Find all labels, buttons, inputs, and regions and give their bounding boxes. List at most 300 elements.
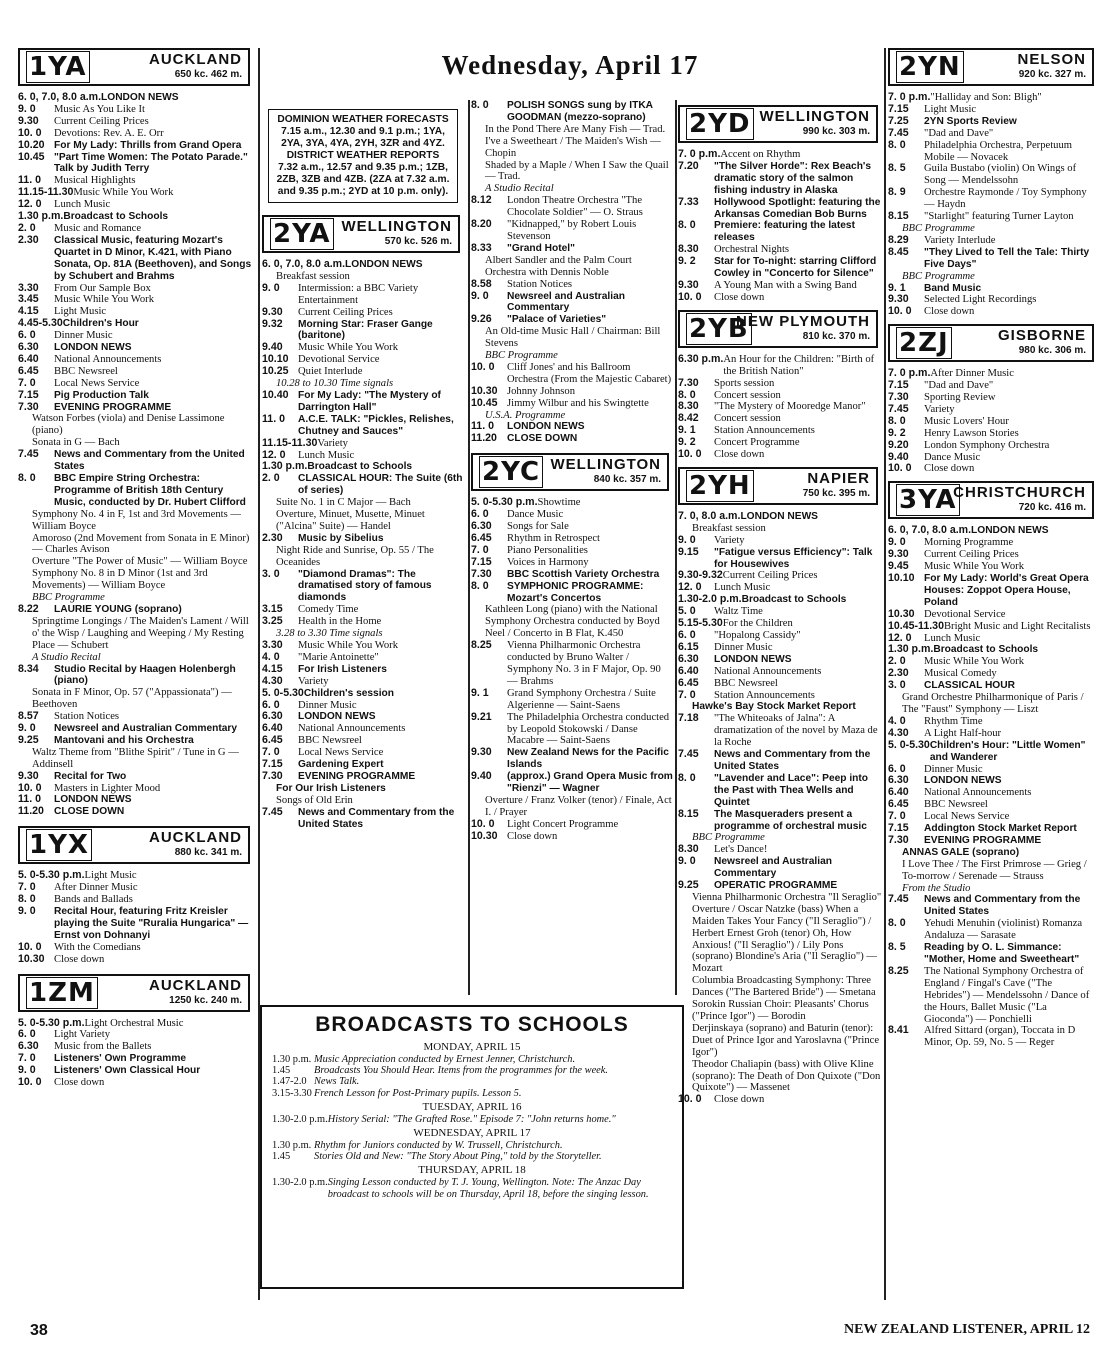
programme-title: OPERATIC PROGRAMME [714,880,838,892]
programme-title: A Young Man with a Swing Band [714,279,857,291]
programme-title: Current Ceiling Prices [54,115,149,127]
programme-time: 5. 0-5.30 p.m. [471,496,538,509]
programme-item [471,771,673,795]
programme-item [888,847,1098,859]
programme-title: EVENING PROGRAMME [298,770,416,782]
programme-time [471,255,485,279]
station-2yd [678,105,882,304]
programme-time: 11.15-11.30 [18,186,74,199]
station-frequency: 720 kc. 416 m. [1018,502,1086,514]
programme-title: National Announcements [714,665,822,677]
programme-item [471,243,673,255]
station-frequency: 750 kc. 395 m. [802,487,870,499]
programme-title: National Announcements [924,787,1032,799]
programme-item [471,795,673,819]
programme-time: 5. 0-5.30 p.m. [18,1016,85,1029]
programme-time: 10.10 [262,353,289,366]
programme-title: News and Commentary from the United States [924,894,1081,918]
programme-item [262,545,464,569]
programme-title: For Our Irish Listeners [276,782,386,794]
programme-item [18,140,254,152]
programme-title: 2YN Sports Review [924,115,1017,127]
station-2yh [678,467,882,1106]
programme-item [471,291,673,315]
programme-item [471,521,673,533]
programme-title: Music While You Work [924,561,1024,573]
programme-time: 2. 0 [18,221,36,234]
programme-title: Henry Lawson Stories [924,427,1019,439]
station-frequency: 980 kc. 306 m. [1018,345,1086,357]
programme-time: 5. 0-5.30 [262,686,304,699]
programme-title: Light Orchestral Music [84,1017,184,1029]
programme-time: 6.45 [262,734,283,747]
programme-title: "The Mystery of Mooredge Manor" [714,401,866,413]
station-city [550,457,661,487]
programme-item [262,747,464,759]
programme-time: 6. 0, 7.0, 8.0 a.m. [262,258,346,270]
programme-item [888,140,1098,164]
programme-time: 7.33 [678,195,699,208]
programme-title: Accent on Rhythm [720,149,801,160]
programme-time: 2.30 [18,233,39,246]
programme-item [888,918,1098,942]
programme-item [678,618,882,630]
programme-time: 9. 1 [471,686,489,699]
programme-time: 10.45 [18,150,45,163]
programme-title: BBC Programme [32,592,105,604]
station-call-sign: 2YN [896,51,964,83]
schools-description: Broadcasts You Should Hear. Items from the programmes for the week. [314,1065,608,1077]
programme-time [18,533,32,557]
programme-time [888,271,902,283]
programme-item [888,859,1098,883]
programme-title: "They Lived to Tell the Tale: Thirty Five Days" [924,246,1090,270]
station-frequency: 570 kc. 526 m. [384,236,452,247]
programme-title: Light Variety [54,1029,110,1041]
programme-title: Station Announcements [714,425,815,437]
programme-title: LONDON NEWS [54,342,132,354]
programme-time: 9. 0 [678,533,696,546]
programme-item [18,723,254,735]
programme-title: (approx.) Grand Opera Music from "Rienzi" — Wagner [507,771,673,795]
programme-item [678,220,882,244]
programme-title: Devotional Service [298,354,380,366]
programme-title: Grand Orchestre Philharmonique of Paris / The "Faust" Symphony — Liszt [902,692,1084,715]
programme-item [262,283,464,307]
programme-time: 9.15 [678,545,699,558]
programme-title: Music Lovers' Hour [924,415,1009,427]
station-city-name: NEW PLYMOUTH [736,312,870,330]
programme-item [471,831,673,843]
programme-time: 9.30 [471,746,492,759]
station-2zj [888,324,1098,475]
programme-title: Grand Symphony Orchestra / Suite Algerienne — Saint-Saens [507,687,656,711]
programme-item [18,92,254,104]
programme-time: 7.30 [471,567,492,580]
programme-item [18,449,254,473]
programme-title: "Grand Hotel" [507,242,575,254]
programme-item [678,642,882,654]
programme-title: Children's Hour: "Little Women" and Wanderer [929,739,1086,763]
programme-time: 9.26 [471,313,492,326]
programme-title: In the Pond There Are Many Fish — Trad. [485,123,666,135]
schools-description: Rhythm for Juniors conducted by W. Trussell, Christchurch. [314,1140,563,1152]
station-city-name: AUCKLAND [149,976,242,994]
station-city-name: WELLINGTON [550,456,661,474]
programme-item [18,1053,254,1065]
programme-title: BBC Newsreel [714,677,778,689]
programme-title: Music from the Ballets [54,1041,152,1053]
programme-time: 11. 0 [18,174,41,187]
programme-title: After Dinner Music [54,882,138,894]
programme-time: 10.10 [888,572,915,584]
programme-item [471,279,673,291]
programme-item [888,883,1098,895]
programme-item [18,568,254,592]
programme-time: 6.30 [262,710,283,723]
programme-title: For My Lady: "The Mystery of Darrington Hall" [298,389,441,413]
programme-title: Gardening Expert [298,759,384,771]
programme-title: Listeners' Own Programme [54,1053,187,1065]
schools-day: WEDNESDAY, APRIL 17 [413,1127,531,1140]
programme-item [262,390,464,414]
programme-time: 6. 0 [678,629,696,641]
programme-item [471,581,673,605]
programme-time [262,795,276,807]
programme-time: 12. 0 [888,631,912,644]
programme-time: 7.30 [262,769,283,782]
programme-title: Overture "The Power of Music" — William Boyce [32,556,248,568]
programme-item [262,342,464,354]
programme-time: 8.15 [678,807,699,820]
programme-title: BBC Programme [485,350,558,362]
programme-time: 11.20 [18,805,44,818]
programme-title: London Symphony Orchestra [924,439,1050,451]
programme-item [262,319,464,343]
programme-time [262,509,276,533]
programme-item [262,616,464,628]
programme-title: Morning Star: Fraser Gange (baritone) [298,318,433,342]
programme-title: Current Ceiling Prices [924,549,1019,561]
programme-time: 7. 0, 8.0 a.m. [678,509,741,522]
programme-time: 6. 0, 7.0, 8.0 a.m. [18,91,102,103]
weather-heading-reports: DISTRICT WEATHER REPORTS [286,150,440,161]
programme-item [678,666,882,678]
programme-title: LAURIE YOUNG (soprano) [54,603,182,615]
programme-time: 8.42 [678,412,699,425]
station-call-sign: 1ZM [26,977,98,1009]
station-frequency: 810 kc. 370 m. [802,330,870,342]
programme-item [471,136,673,160]
column-5 [888,48,1098,1295]
programme-item [678,678,882,690]
programme-item [678,654,882,666]
programme-time: 10. 0 [678,448,702,461]
programme-time: 3. 0 [888,679,906,692]
programme-title: LONDON NEWS [714,653,792,665]
programme-title: "Starlight" featuring Turner Layton [924,211,1074,223]
programme-time: 9.21 [471,710,492,723]
programme-time: 8. 0 [888,138,906,151]
programme-time: 3.30 [18,281,39,294]
programme-time: 9.30 [888,548,909,561]
programme-time: 6.40 [888,786,909,799]
programme-title: Children's session [303,687,395,699]
programme-item [18,509,254,533]
programme-title: Music While You Work [298,342,398,354]
programme-item [18,652,254,664]
programme-time: 9.30 [18,769,39,782]
programme-time: 6.40 [678,664,699,677]
programme-title: Devotions: Rev. A. E. Orr [54,127,164,139]
programme-item [18,687,254,711]
programme-time: 7.15 [888,379,909,392]
programme-title: "Fatigue versus Efficiency": Talk for Housewives [714,546,873,570]
programme-title: The Masqueraders present a programme of orchestral music [714,808,867,832]
programme-title: Piano Personalities [507,544,588,556]
station-1yx [18,826,254,965]
programme-time: 6.30 [471,520,492,533]
programme-time: 7.30 [678,376,699,389]
programme-title: Springtime Longings / The Maiden's Lament / Will o' the Wisp / Laughing and Weeping / My Resting Place — Schubert [32,615,249,651]
programme-item [18,894,254,906]
station-city [803,471,870,501]
programme-title: Intermission: a BBC Variety Entertainment [298,282,419,306]
programme-title: Broadcast to Schools [933,644,1039,656]
programme-time: 8. 0 [471,579,489,592]
programme-title: Dance Music [507,509,564,521]
programme-title: Broadcast to Schools [63,211,169,223]
programme-time: 5. 0 [678,605,696,618]
programme-title: Close down [54,1077,105,1089]
programme-item [18,116,254,128]
programme-time: 7. 0 [18,376,36,389]
schools-description: History Serial: "The Grafted Rose." Episode 7: "John returns home." [327,1113,616,1125]
programme-item [471,569,673,581]
programme-time: 9. 0 [18,1064,36,1077]
station-city [1017,52,1086,82]
schools-description: French Lesson for Post-Primary pupils. Lesson 5. [314,1087,522,1099]
station-city-name: NELSON [1017,51,1086,68]
programme-title: LONDON NEWS [345,259,423,270]
station-call-sign: 3YA [896,484,960,516]
programme-item [678,547,882,571]
programme-item [678,161,882,197]
programme-title: Yehudi Menuhin (violinist) Romanza Andaluza — Sarasate [924,918,1083,942]
programme-title: Music While You Work [54,294,154,306]
programme-item [678,535,882,547]
programme-item [678,354,882,378]
programme-title: LONDON NEWS [101,92,179,103]
programme-title: With the Comedians [54,941,141,953]
programme-item [888,211,1098,223]
programme-item [18,152,254,176]
programme-item [888,306,1098,318]
station-logo [20,51,96,83]
programme-title: Sporting Review [924,392,996,404]
programme-item [262,533,464,545]
programme-title: Mantovani and his Orchestra [54,734,194,746]
programme-time: 7. 0 [262,746,280,759]
programme-title: Lunch Music [298,449,355,461]
station-1zm [18,974,254,1089]
programme-title: Waltz Theme from "Blithe Spirit" / Tune in G — Addinsell [32,746,239,770]
programme-item [471,545,673,557]
programme-title: LONDON NEWS [924,775,1002,787]
programme-time: 9. 2 [888,426,906,439]
programme-title: Dinner Music [924,763,983,775]
station-2yn [888,48,1098,318]
programme-title: An Hour for the Children: "Birth of the British Nation" [723,353,875,377]
programme-title: The Philadelphia Orchestra conducted by Leopold Stokowski / Danse Macabre — Saint-Saens [507,711,670,747]
programme-title: Philadelphia Orchestra, Perpetuum Mobile — Novacek [924,139,1072,163]
programme-time: 9. 2 [678,255,696,268]
programme-title: The National Symphony Orchestra of England / Fingal's Cave ("The Hebrides") — Mendelssohn / Dance of the Hours, Ballet Music ("La Gioconda") — Ponchielli [924,965,1090,1025]
programme-item [678,570,882,582]
programme-item [888,764,1098,776]
station-banner [888,324,1094,362]
programme-item [18,711,254,723]
programme-title: For the Children [722,618,793,630]
programme-item [678,880,882,892]
programme-title: Music While You Work [298,640,398,651]
programme-title: BBC Programme [692,832,765,844]
programme-item [18,1018,254,1030]
programme-item [888,740,1098,764]
programme-title: Music While You Work [924,656,1024,668]
schools-item [262,1088,682,1099]
programme-time [18,413,32,437]
publication-footer: NEW ZEALAND LISTENER, APRIL 12 [844,1322,1090,1337]
programme-list [471,497,673,842]
programme-title: Pig Production Talk [54,389,149,401]
programme-time: 6.45 [888,798,909,811]
programme-title: A Studio Recital [32,651,101,663]
programme-time: 6. 0 [888,762,906,775]
programme-time: 1.30 p.m. [888,643,934,656]
programme-time: 9.30 [678,278,699,291]
programme-title: Star for To-night: starring Clifford Cowley in "Concerto for Silence" [714,256,877,280]
programme-time [678,975,692,999]
station-city [759,109,870,139]
programme-time: 10. 0 [471,360,495,373]
station-city [341,219,452,249]
station-city [149,978,242,1008]
programme-time: 7.30 [888,833,909,846]
programme-item [18,1041,254,1053]
programme-title: Close down [714,1094,765,1106]
station-3ya [888,481,1098,1049]
programme-time: 10.20 [18,138,45,151]
programme-time: 10.30 [18,952,45,965]
station-banner [262,215,460,253]
station-logo [473,456,549,488]
station-city-name: AUCKLAND [149,51,242,68]
programme-item [471,350,673,362]
programme-title: Variety [317,437,348,449]
programme-item [678,511,882,523]
programme-time: 11. 0 [262,412,285,425]
schools-description: Singing Lesson conducted by T. J. Young, Wellington. Note: The Anzac Day broadcast to schools will be on Thursday, April 18, before the singing lesson. [327,1177,649,1200]
programme-item [678,197,882,221]
programme-item [888,799,1098,811]
programme-item [262,652,464,664]
programme-title: Light Music [924,103,977,115]
schools-day: TUESDAY, APRIL 16 [422,1100,522,1113]
programme-item [888,128,1098,140]
programme-time: 4.15 [18,305,39,318]
programme-time: 8.25 [471,639,492,652]
station-banner [888,481,1094,519]
programme-time: 7. 0 [18,881,36,894]
programme-item [888,728,1098,740]
programme-time: 10. 0 [678,290,702,303]
programme-time: 8. 0 [678,219,696,232]
programme-title: Local News Service [54,377,140,389]
programme-time: 10. 0 [18,781,42,794]
broadcasts-to-schools-box [260,1005,684,1289]
programme-item [18,556,254,568]
programme-title: Concert session [714,389,781,401]
programme-time [18,687,32,711]
programme-item [471,386,673,398]
programme-item [471,712,673,748]
station-city-name: AUCKLAND [149,829,242,847]
station-frequency: 650 kc. 462 m. [174,69,242,80]
programme-time: 9.40 [262,341,283,354]
programme-item [18,211,254,223]
programme-time: 6. 0 [18,1028,36,1041]
programme-item [262,807,464,831]
programme-time: 10.30 [888,607,915,620]
programme-title: Newsreel and Australian Commentary [507,290,625,314]
programme-title: POLISH SONGS sung by ITKA GOODMAN (mezzo-soprano) [507,100,653,123]
programme-title: Symphony No. 4 in F, 1st and 3rd Movements — William Boyce [32,508,241,532]
programme-title: CLASSICAL HOUR: The Suite (6th of series) [298,473,463,497]
programme-time: 6.40 [262,722,283,735]
programme-item [18,882,254,894]
programme-time: 6.30 p.m. [678,352,724,365]
programme-item [888,787,1098,799]
programme-item [18,187,254,199]
programme-item [888,404,1098,416]
programme-title: Station Notices [54,711,120,723]
programme-title: I Love Thee / The First Primrose — Grieg / To-morrow / Serenade — Strauss [902,858,1087,882]
programme-item [678,449,882,461]
column-4 [678,105,882,1295]
programme-item [262,700,464,712]
programme-title: Premiere: featuring the latest releases [714,220,855,244]
programme-time: 10.30 [471,829,498,842]
programme-title: LONDON NEWS [54,794,132,806]
programme-time: 6.40 [18,352,39,365]
programme-item [678,856,882,880]
programme-item [888,283,1098,295]
programme-time: 8. 5 [888,162,906,175]
programme-title: Concert Programme [714,437,800,449]
programme-item [262,366,464,378]
programme-time [18,652,32,664]
programme-item [18,664,254,688]
programme-item [18,954,254,966]
programme-time [18,568,32,592]
programme-item [18,330,254,342]
programme-item [888,525,1098,537]
programme-time: 7.45 [888,893,909,906]
programme-title: Symphony No. 8 in D Minor (1st and 3rd Movements) — William Boyce [32,568,208,592]
programme-item [888,1025,1098,1049]
programme-item [678,809,882,833]
